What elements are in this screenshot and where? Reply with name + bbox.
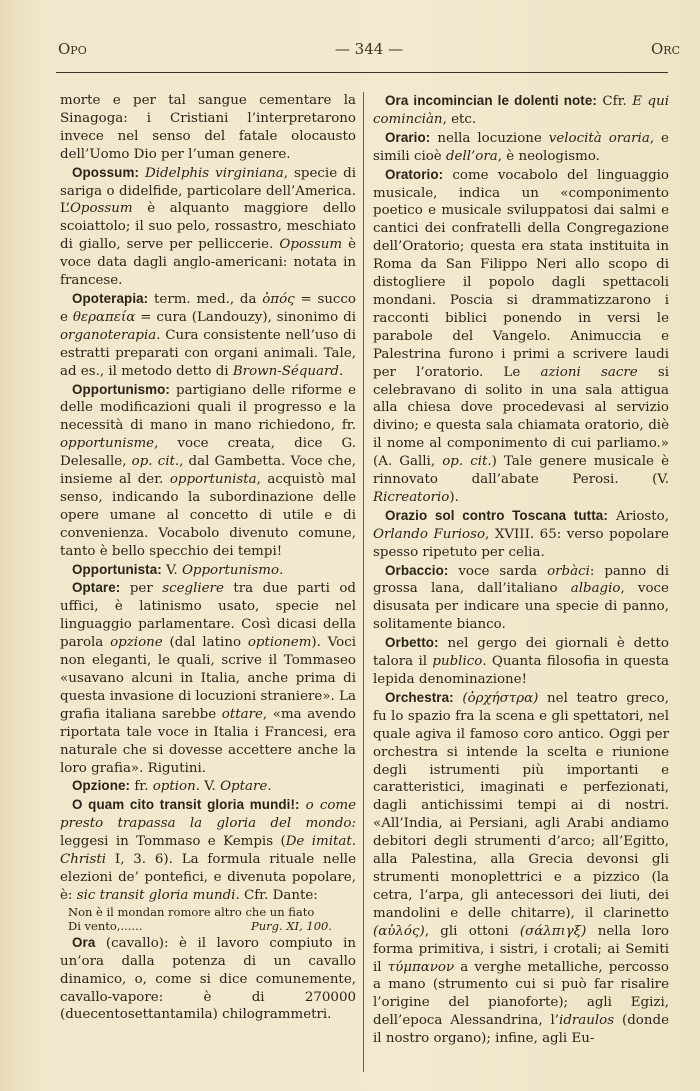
entry-text: si celebravano di solito in una sala attigua alla chiesa dove procedevasi al servizio divino; e questa sala chiamata oratorio, diè il nome al componimento di cui parliamo.» (A. Galli, — [373, 364, 669, 470]
entry-text: . — [339, 363, 344, 379]
entry-ora-incomincian — [373, 92, 669, 129]
entry-text: . Cura consistente nell’uso di estratti preparati con organi animali. Tale, ad es., il metodo detto di — [60, 327, 356, 379]
entry-headword: Orbaccio: — [385, 562, 449, 578]
entry-headword: Opzione: — [72, 778, 131, 794]
entry-text: nel teatro greco, fu lo spazio fra la scena e gli spettatori, nel quale agiva il famoso coro antico. Oggi per orchestra si intende la scelta e riunione degli istrumenti più importanti e caratteristici, imaginati e perfezionati, dagli antichissimi tempi ai di nostri. «All’India, ai Persiani, agli Arabi andiamo debitori degli strumenti d’arco; all’Egitto, alla Palestina, alla Grecia devonsi gli strumenti monoplettrici e a pizzico (la cetra, l’arpa, gli antecessori dei liuti, dei mandolini e delle chitarre), il clarinetto — [373, 690, 669, 921]
entry-text: , e simili cioè — [373, 130, 669, 164]
entry-text: (donde il nostro organo); infine, agli Eu- — [373, 1013, 669, 1047]
entry-headword: Ora incomincian le dolenti note: — [385, 93, 597, 108]
entry-italic: albagio — [570, 581, 621, 597]
entry-italic: azioni sacre — [540, 364, 638, 380]
entry-headword: Opportunismo: — [72, 381, 170, 397]
entry-text: I, 3. 6). La formula rituale nelle elezioni de’ pontefici, e divenuta popolare, è: — [60, 852, 356, 903]
running-header — [58, 40, 680, 64]
entry-italic: op. cit. — [442, 454, 492, 470]
entry-orchestra — [373, 689, 669, 1048]
entry-italic: o come presto trapassa la gloria del mondo: — [60, 798, 357, 832]
entry-headword: Orazio sol contro Toscana tutta: — [385, 507, 608, 523]
entry-italic: Orlando Furioso — [373, 526, 486, 542]
entry-o-quam-cito — [60, 796, 356, 904]
entry-headword: Opossum: — [72, 164, 140, 180]
entry-orbetto — [373, 634, 669, 689]
entry-text: , etc. — [442, 111, 477, 127]
entry-italic: scegliere — [162, 581, 224, 597]
entry-optare — [60, 579, 356, 777]
entry-opzione — [60, 777, 356, 796]
entry-opossum — [60, 164, 356, 290]
entry-text: morte e per tal sangue cementare la Sinagoga: i Cristiani l’interpretarono invece nel senso del fatale olocausto dell’Uomo Dio per l’uman genere. — [60, 93, 356, 162]
entry-italic: opzione — [110, 635, 163, 651]
entry-italic: ὀπός — [262, 291, 295, 307]
entry-italic: (αὐλός) — [373, 923, 425, 939]
entry-headword: Orchestra: — [385, 689, 454, 705]
entry-text: , XVIII. 65: verso popolare spesso ripetuto per celia. — [373, 526, 669, 560]
entry-italic: dell’ora — [445, 148, 498, 164]
entry-italic: opportunisme — [60, 436, 155, 452]
entry-text: , è neologismo. — [497, 148, 600, 164]
entry-text: è alquanto maggiore dello scoiattolo; il suo pelo, rossastro, meschiato di giallo, serve per pelliccerie. — [60, 201, 356, 253]
entry-text: voce sarda — [448, 563, 548, 579]
entry-headword: Oratorio: — [385, 166, 444, 182]
entry-headword: Opoterapia: — [72, 290, 149, 306]
entry-headword: Orbetto: — [385, 635, 439, 651]
entry-text: = cura (Landouzy), sinonimo di — [135, 309, 356, 325]
entry-text: (cavallo): è il lavoro compiuto in un’ora dalla potenza di un cavallo dinamico, o, come si dice comunemente, cavallo-vapore: è di 270000 (duecentosettantamila) chilogrammetri. — [60, 935, 356, 1023]
entry-opoterapia — [60, 290, 356, 381]
entry-text: , voce creata, dice G. Delesalle, — [60, 436, 356, 470]
entry-text: . Cfr. Dante: — [235, 887, 318, 903]
entry-text: V. — [161, 562, 182, 578]
entry-continuation — [60, 92, 356, 164]
entry-opportunista — [60, 561, 356, 580]
entry-text: term. med., da — [148, 291, 263, 307]
entry-italic: (σάλπιγξ) — [519, 923, 587, 939]
entry-text: ) Tale genere musicale è rinnovato dall’abate Perosi. (V. — [373, 454, 669, 488]
entry-ora — [60, 934, 356, 1025]
column-divider — [363, 92, 364, 1072]
entry-italic: (ὀρχήστρα) — [453, 690, 539, 706]
entry-text: partigiano delle riforme e delle modificazioni quali il progresso e la necessità di mano in mano richiedono, fr. — [60, 382, 356, 434]
entry-text: fr. — [130, 779, 153, 795]
entry-oratorio — [373, 166, 669, 507]
entry-italic: ottare — [221, 706, 263, 722]
entry-text: ). Voci non eleganti, le quali, scrive il Tommaseo «usavano alcuni in Italia, anche prima di questa invasione di locuzioni straniere». La grafia italiana sarebbe — [60, 635, 356, 722]
entry-text: Cfr. — [596, 94, 633, 109]
entry-italic: organoterapia — [60, 327, 157, 343]
entry-headword: O quam cito transit gloria mundi!: — [72, 797, 300, 813]
entry-italic: De imitat. Christi — [60, 834, 356, 868]
entry-orazio — [373, 507, 669, 562]
entry-italic: τύμπανον — [387, 959, 455, 975]
entry-text: leggesi in Tommaso e Kempis ( — [60, 834, 286, 850]
entry-italic: Optare — [220, 779, 268, 795]
entry-italic: Didelphis virginiana — [145, 165, 284, 181]
entry-text: = succo e — [60, 291, 356, 325]
header-left-guideword: Opo — [58, 40, 87, 58]
entry-text: , acquistò mal senso, indicando la subordinazione delle opere umane al concetto di utile e di convenienza. Vocabolo divenuto comune, tanto è bello specchio dei tempi! — [60, 472, 356, 559]
entry-italic: E qui cominciàn — [373, 94, 670, 127]
entry-opportunismo — [60, 381, 356, 561]
entry-headword: Opportunista: — [72, 561, 162, 577]
entry-italic: option — [152, 779, 196, 795]
entry-text: (dal latino — [162, 635, 248, 651]
entry-orario — [373, 129, 669, 166]
entry-orbaccio — [373, 562, 669, 635]
header-rule — [56, 72, 668, 73]
entry-italic: Brown-Séquard — [232, 363, 340, 379]
entry-italic: orbàci — [547, 563, 590, 579]
entry-italic: sic transit gloria mundi — [76, 887, 236, 903]
dante-quote-line-1 — [60, 905, 356, 920]
entry-headword: Optare: — [72, 580, 121, 596]
entry-headword: Ora — [72, 934, 96, 950]
entry-headword: Orario: — [385, 129, 431, 145]
entry-italic: θεραπεία — [72, 309, 136, 325]
entry-text: , dal Gambetta. Voce che, insieme al der. — [60, 454, 356, 488]
right-column — [373, 92, 669, 1048]
quote-text: Non è il mondan romore altro che un fiato — [68, 904, 315, 919]
entry-text: : panno di grossa lana, dall’italiano — [373, 563, 670, 597]
entry-text: . V. — [195, 779, 221, 795]
entry-italic: op. cit. — [131, 454, 180, 470]
entry-text: tra due parti od uffici, è latinismo usato, specie nel linguaggio parlamentare. Così dicasi della parola — [60, 581, 356, 651]
entry-italic: optionem — [247, 635, 312, 651]
dante-quote-line-2 — [60, 919, 356, 934]
entry-italic: velocità oraria — [548, 130, 650, 146]
entry-text: , gli ottoni — [424, 923, 520, 939]
entry-italic: publico — [432, 654, 483, 670]
entry-italic: Ricreatorio — [373, 489, 450, 505]
entry-text: ). — [449, 489, 459, 505]
entry-italic: idraulos — [559, 1013, 615, 1029]
entry-italic: opportunista — [169, 472, 257, 488]
entry-text: , «ma avendo riportata tale voce in Italia i Francesi, era naturale che si dovesse accettere anche la loro grafia». Rigutini. — [60, 706, 356, 776]
entry-text: a verghe metalliche, percosso a mano (strumento cui si può far risalire l’origine del pianoforte); agli Egizi, dell’epoca Alessandrina, l’ — [373, 959, 669, 1029]
entry-text: . Quanta filosofia in questa lepida denominazione! — [373, 654, 670, 687]
entry-italic: Opportunismo — [181, 562, 280, 578]
entry-text: nella loro forma primitiva, i sistri, i crotali; ai Semiti il — [373, 923, 669, 975]
entry-text: nel gergo dei giornali è detto talora il — [373, 636, 669, 670]
quote-text: Di vento,...... — [68, 919, 143, 934]
entry-text: . — [267, 779, 272, 795]
entry-italic: Opossum — [279, 237, 343, 253]
entry-text: , voce disusata per indicare una specie di panno, solitamente bianco. — [373, 581, 669, 633]
entry-text: per — [120, 581, 163, 597]
entry-text: come vocabolo del linguaggio musicale, indica un «componimento poetico e musicale sviluppatosi dai salmi e cantici dei confratelli della Congregazione dell’Oratorio; questa era stata instituita in Roma da San Filippo Neri allo scopo di distogliere il popolo dagli spettacoli mondani. Poscia si drammatizzarono i racconti biblici ponendo in versi le parabole del Vangelo. Animuccia e Palestrina furono i primi a scrivere laudi per l’oratorio. Le — [373, 167, 669, 380]
entry-text: è voce data dagli anglo-americani: notata in francese. — [60, 237, 357, 289]
page-number: — 344 — — [334, 40, 404, 58]
quote-source: Purg. XI, 100. — [251, 919, 332, 934]
header-right-guideword: Orc — [651, 40, 680, 58]
entry-italic: Opossum — [69, 201, 133, 217]
entry-text: nella locuzione — [430, 130, 549, 146]
entry-text: , specie di sariga o didelfide, particolare dell’America. L’ — [60, 165, 356, 217]
entry-text: . — [279, 562, 284, 578]
left-column — [60, 92, 356, 1024]
entry-text: Ariosto, — [607, 508, 669, 524]
